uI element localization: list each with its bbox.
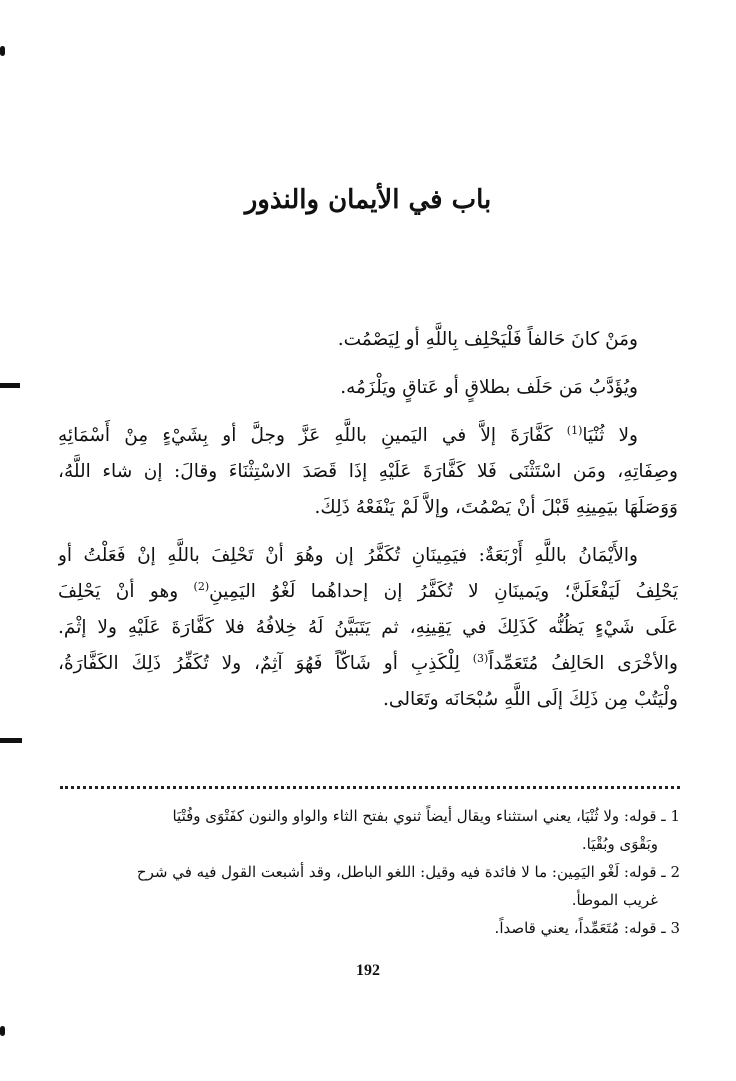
text-line: وَوَصَلَهَا بيَمِينِهِ قَبْلَ أنْ يَصْمُتَ، وإلاَّ لَمْ يَنْفَعْهُ ذَلِكَ. (314, 497, 678, 518)
text-line: ولْيَتُبْ مِن ذَلِكَ إلَى اللَّهِ سُبْحَانَه وتَعَالى. (383, 689, 678, 710)
footnote-ref-2: (2) (193, 579, 210, 593)
text-segment: ولا ثُنْيَا (582, 425, 638, 446)
footnote-1: 1 ـ قوله: ولا ثُنْيَا، يعني استثناء ويقال أيضاً ثنوي بفتح الثاء والواو والنون كفَتْوَى وفُتْيَا (172, 807, 680, 825)
footnote-separator (60, 786, 680, 789)
paragraph-2 (58, 370, 678, 406)
text-segment: لِلْكَذِبِ أو شَاكّاً فَهُوَ آثِمٌ، ولا تُكَفِّرُ ذَلِكَ الكَفَّارَةُ، (58, 653, 460, 674)
footnote-2-continued: غريب الموطأ. (571, 891, 658, 909)
scan-edge-mark (0, 383, 20, 388)
text-line: ويُؤَدَّبُ مَن حَلَف بطلاقٍ أو عَتاقٍ ويَلْزَمُه. (340, 377, 638, 398)
text-line (58, 418, 678, 454)
paragraph-1 (58, 322, 678, 358)
paragraph-4 (58, 538, 678, 718)
chapter-title: باب في الأيمان والنذور (244, 185, 492, 215)
text-segment: يَحْلِفُ لَيَفْعَلَنَّ؛ ويَمينَانِ لا تُكَفَّرُ إن إحداهُما لَغْوُ اليَمِينِ (209, 581, 678, 602)
page-number: 192 (356, 962, 380, 979)
footnote-ref-3: (3) (472, 651, 489, 665)
text-segment: وهو أنْ يَحْلِفَ (58, 581, 179, 602)
footnote-1-continued: وبَقْوَى وبُقْيَا. (581, 835, 658, 853)
text-line (58, 646, 678, 682)
scan-edge-mark (0, 46, 5, 56)
main-text (58, 322, 678, 718)
footnote-2: 2 ـ قوله: لَغْو اليَمِين: ما لا فائدة فيه وقيل: اللغو الباطل، وقد أشبعت القول فيه في شرح (136, 863, 680, 881)
footnote-3: 3 ـ قوله: مُتَعَمِّداً، يعني قاصداً. (494, 919, 680, 937)
text-line: وصِفَاتِهِ، ومَن اسْتَثْنَى فَلا كَفَّارَةَ عَلَيْهِ إذَا قَصَدَ الاسْتِثْنَاءَ وقالَ: إن شاء اللَّهُ، (58, 461, 678, 482)
paragraph-3 (58, 418, 678, 526)
text-line: ومَنْ كانَ حَالفاً فَلْيَحْلِف بِاللَّهِ أو لِيَصْمُت. (337, 329, 638, 350)
text-line: والأَيْمَانُ باللَّهِ أَرْبَعَةٌ: فيَمِينَانِ تُكَفَّرُ إن وهُوَ أنْ تَحْلِفَ باللَّهِ إنْ فَعَلْتُ أو (58, 545, 638, 566)
footnotes (55, 802, 680, 942)
text-line: عَلَى شَيْءٍ يَظُنُّه كَذَلِكَ في يَقِينِهِ، ثم يَتَبَيَّنُ لَهُ خِلافُهُ فلا كَفَّارَةَ عَلَيْهِ ولا إثْمَ. (58, 617, 678, 638)
text-line (58, 574, 678, 610)
scan-edge-mark (0, 738, 22, 743)
scan-edge-mark (0, 1026, 5, 1036)
text-segment: كَفَّارَةَ إلاَّ في اليَمينِ باللَّهِ عَزَّ وجلَّ أو بِشَيْءٍ مِنْ أَسْمَائِهِ (58, 425, 553, 446)
text-segment: والأخْرَى الحَالِفُ مُتَعَمِّداً (488, 653, 678, 674)
footnote-ref-1: (1) (566, 423, 583, 437)
